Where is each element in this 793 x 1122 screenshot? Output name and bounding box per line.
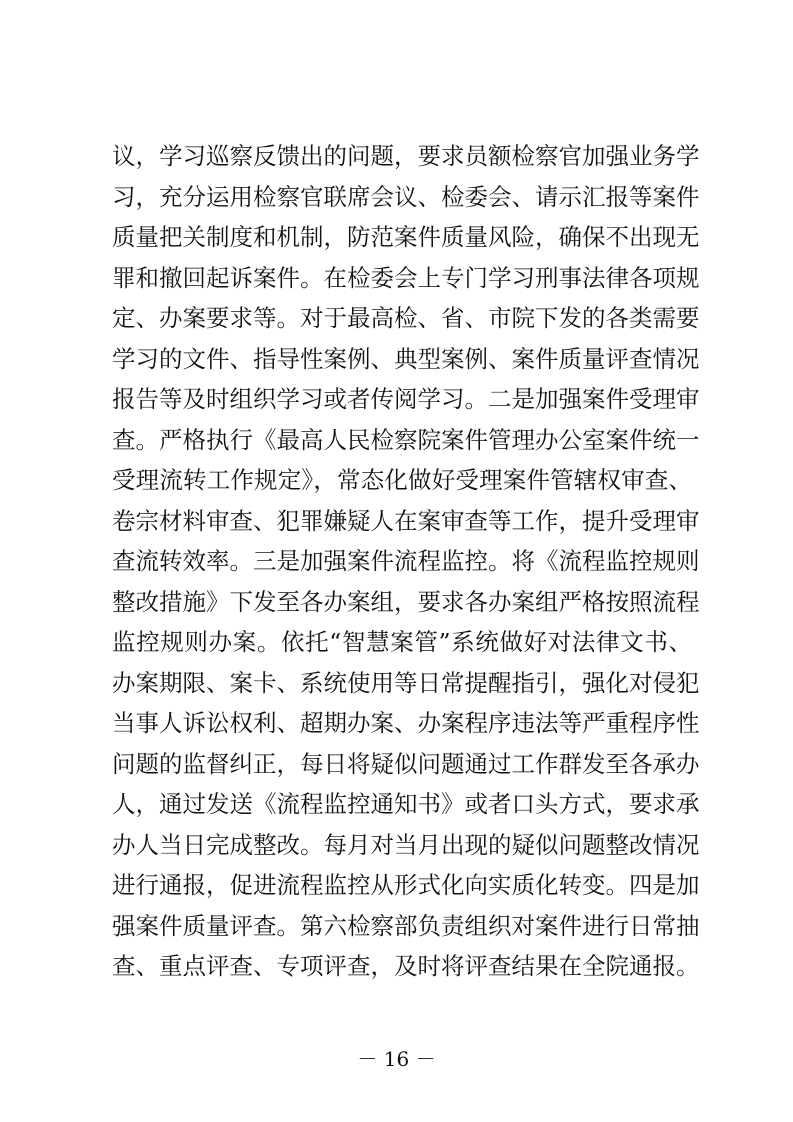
text-line: 卷宗材料审查、犯罪嫌疑人在案审查等工作，提升受理审 (112, 506, 700, 535)
text-line: 问题的监督纠正，每日将疑似问题通过工作群发至各承办 (112, 749, 700, 778)
text-line: 议，学习巡察反馈出的问题，要求员额检察官加强业务学 (112, 142, 700, 170)
text-line: 办人当日完成整改。每月对当月出现的疑似问题整改情况 (112, 830, 700, 859)
text-line: 进行通报，促进流程监控从形式化向实质化转变。四是加 (112, 871, 700, 899)
text-line: 学习的文件、指导性案例、典型案例、案件质量评查情况 (112, 344, 700, 373)
text-line: 查。严格执行《最高人民检察院案件管理办公室案件统一 (112, 425, 700, 454)
text-line: 查、重点评查、专项评查，及时将评查结果在全院通报。 (112, 952, 700, 980)
text-line: 定、办案要求等。对于最高检、省、市院下发的各类需要 (112, 304, 700, 332)
text-line: 人，通过发送《流程监控通知书》或者口头方式，要求承 (112, 790, 700, 818)
text-line: 报告等及时组织学习或者传阅学习。二是加强案件受理审 (112, 385, 700, 413)
text-line: 监控规则办案。依托“智慧案管”系统做好对法律文书、 (112, 628, 692, 656)
text-line: 强案件质量评查。第六检察部负责组织对案件进行日常抽 (112, 911, 700, 940)
text-line: 习，充分运用检察官联席会议、检委会、请示汇报等案件 (112, 182, 700, 211)
text-line: 当事人诉讼权利、超期办案、办案程序违法等严重程序性 (112, 709, 700, 737)
text-line: 罪和撤回起诉案件。在检委会上专门学习刑事法律各项规 (112, 263, 700, 292)
body-text (112, 136, 700, 987)
text-line: 查流转效率。三是加强案件流程监控。将《流程监控规则 (112, 547, 700, 575)
page-number: － 16 － (357, 1047, 436, 1071)
text-line: 整改措施》下发至各办案组，要求各办案组严格按照流程 (112, 587, 700, 616)
text-line: 办案期限、案卡、系统使用等日常提醒指引，强化对侵犯 (112, 668, 700, 697)
text-line: 质量把关制度和机制，防范案件质量风险，确保不出现无 (112, 223, 700, 251)
text-line: 受理流转工作规定》，常态化做好受理案件管辖权审查、 (112, 466, 692, 494)
